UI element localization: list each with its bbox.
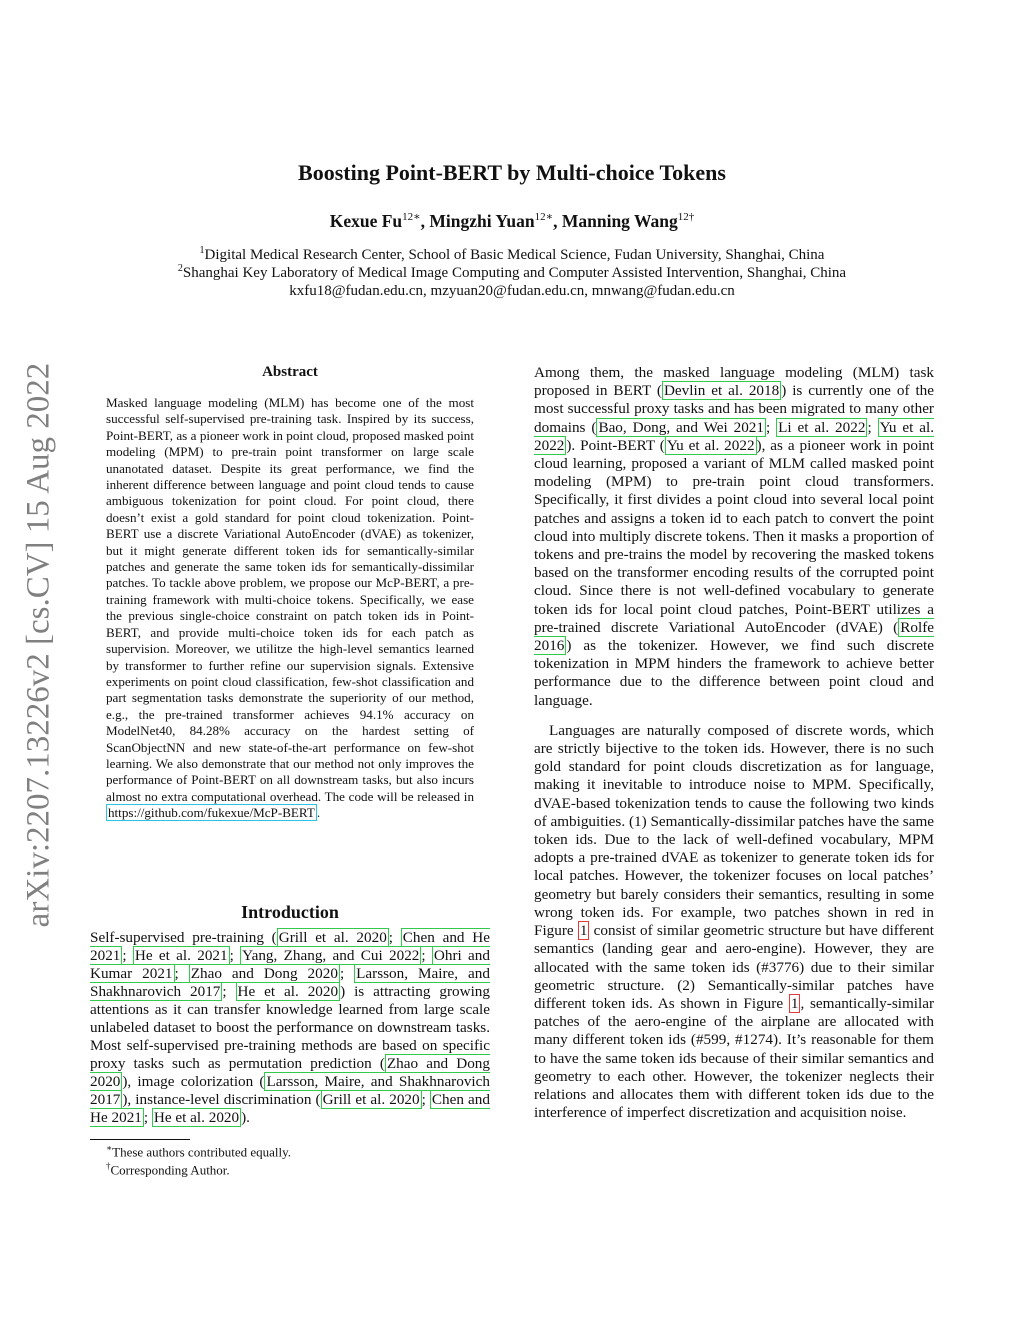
paper-title: Boosting Point-BERT by Multi-choice Tokens <box>298 160 726 185</box>
citation-link[interactable]: He et al. 2020 <box>237 983 339 1001</box>
right-column <box>534 364 934 1122</box>
body-text: , semantically-similar patches of the aero-engine of the airplane are allocated with many different token ids (#599, #1274). It’s reasonable for them to have the same token ids because of their similar semantics and geometry to each other. However, the tokenizer neglects their relations and allocates them with different token ids due to the interference of imperfect discretization and acquisition noise. <box>534 994 934 1122</box>
separator-text: ; <box>339 965 355 983</box>
body-text: ) is currently one of the most successful proxy tasks and has been migrated to many other domains ( <box>534 382 934 436</box>
introduction-paragraph <box>90 929 490 1128</box>
body-paragraph <box>534 722 934 1122</box>
separator-text: ; <box>421 1091 430 1109</box>
citation-link[interactable]: Chen and He 2021 <box>90 1091 490 1127</box>
separator-text: ; <box>421 947 432 965</box>
author-name: Manning Wang <box>561 210 678 231</box>
author-marks: 12∗ <box>534 211 554 223</box>
author-marks: 12† <box>677 211 695 223</box>
separator-text: ; <box>122 947 133 965</box>
body-text: ), instance-level discrimination ( <box>122 1091 321 1109</box>
separator-text: ; <box>388 929 401 946</box>
separator-text: ; <box>174 965 189 983</box>
abstract-body: Masked language modeling (MLM) has become one of the most successful self-supervised pre-training task. Inspired by its success, Point-BERT, as a pioneer work in point cloud, proposed masked point modeling (MPM) to pre-train point transformer on large scale unanotated dataset. Despite its great performance, we find the inherent difference between language and point cloud tends to cause ambiguous tokenization for point cloud. For point cloud, there doesn’t exist a gold standard for point cloud tokenization. Point-BERT use a discrete Variational AutoEncoder (dVAE) as tokenizer, but it might generate different token ids for semantically-similar patches and generate the same token ids for semantically-dissimilar patches. To tackle above problem, we propose our McP-BERT, a pre-training framework with multi-choice tokens. Specifically, we ease the previous single-choice constraint on patch token ids in Point-BERT, and provide multi-choice token ids for each patch as supervision. Moreover, we utilitze the high-level semantics learned by transformer to further refine our supervision signals. Extensive experiments on point cloud classification, few-shot classification and part segmentation tasks demonstrate the superiority of our method, e.g., the pre-trained transformer achieves 94.1% accuracy on ModelNet40, 84.28% accuracy on the hardest setting of ScanObjectNN and new state-of-the-art performance on few-shot learning. We also demonstrate that our method not only improves the performance of Point-BERT on all downstream tasks, but also incurs almost no extra computational overhead. The code will be released in https://github.com/fukexue/McP-BERT . <box>106 395 474 821</box>
body-text: consist of similar geometric structure but have different semantics (landing gear and aero-engine). However, they are allocated with the same token ids (#3776) due to their similar geometric structure. (2) Semantically-similar patches have different token ids. As shown in Figure <box>534 922 934 1012</box>
body-text: Self-supervised pre-training ( <box>90 929 277 946</box>
code-link[interactable]: https://github.com/fukexue/McP-BERT <box>108 805 315 821</box>
separator-text: ; <box>143 1109 152 1127</box>
affiliation-2: $^2$Shanghai Key Laboratory of Medical Image Computing and Computer Assisted Intervention, Shanghai, China <box>177 263 847 281</box>
citation-link[interactable]: Grill et al. 2020 <box>322 1091 420 1109</box>
author-emails: kxfu18@fudan.edu.cn, mzyuan20@fudan.edu.cn, mnwang@fudan.edu.cn <box>289 283 735 299</box>
body-text: ). <box>241 1109 250 1127</box>
abstract-heading: Abstract <box>262 364 318 380</box>
arxiv-sidebar <box>14 345 64 945</box>
author-marks: 12∗ <box>402 211 421 223</box>
citation-link[interactable]: Zhao and Dong 2020 <box>90 1055 490 1091</box>
citation-link[interactable]: Yu et al. 2022 <box>666 436 755 454</box>
citation-link[interactable]: Yu et al. 2022 <box>534 418 934 454</box>
arxiv-id: arXiv:2207.13226v2 [cs.CV] 15 Aug 2022 <box>20 362 57 928</box>
citation-link[interactable]: Bao, Dong, and Wei 2021 <box>598 418 764 436</box>
body-text: ) as the tokenizer. However, we find such discrete tokenization in MPM hinders the framework to achieve better performance due to the difference between point cloud and language. <box>534 637 934 709</box>
footnote-2: †Corresponding Author. <box>106 1161 230 1178</box>
citation-link[interactable]: He et al. 2021 <box>134 947 228 965</box>
body-text: Languages are naturally composed of discrete words, which are strictly bijective to the token ids. However, there is no such gold standard for point clouds discretization as for language, making it inevitable to introduce noise to MPM. Specifically, dVAE-based tokenization tends to cause the following two kinds of ambiguities. (1) Semantically-dissimilar patches have the same token ids. Due to the lack of well-defined vocabulary, MPM adopts a pre-trained dVAE as tokenizer to generate token ids for local patches. However, the tokenizer focuses on local patches’ geometry but barely considers their semantics, resulting in some wrong token ids. For example, two patches shown in red in Figure <box>534 721 934 940</box>
citation-link[interactable]: Rolfe 2016 <box>534 618 934 655</box>
citation-link[interactable]: He et al. 2020 <box>153 1109 240 1127</box>
separator-text: ; <box>229 947 241 965</box>
body-text: ) is attracting growing attentions as it can transfer knowledge learned from large scale unlabeled dataset to boost the performance on downstream tasks. Most self-supervised pre-training methods are based on specific proxy tasks such as permutation prediction ( <box>90 983 490 1073</box>
citation-link[interactable]: Ohri and Kumar 2021 <box>90 947 490 983</box>
citation-link[interactable]: Grill et al. 2020 <box>278 929 387 946</box>
body-text: ). Point-BERT ( <box>566 436 665 454</box>
citation-link[interactable]: Li et al. 2022 <box>778 418 866 436</box>
body-text: ), image colorization ( <box>122 1073 265 1091</box>
citation-link[interactable]: Zhao and Dong 2020 <box>190 965 338 983</box>
body-text: ), as a pioneer work in point cloud learning, proposed a variant of MLM called masked point modeling (MPM) to pre-train point cloud transformers. Specifically, it first divides a point cloud into several local point patches and assigns a token id to each patch to convert the point cloud into multiply discrete tokens. Then it masks a proportion of tokens and pre-trains the model by recovering the masked tokens based on the transformer encoding results of the corrupted point cloud. Since there is not well-defined vocabulary to generate token ids for local point cloud patches, Point-BERT utilizes a pre-trained discrete Variational AutoEncoder (dVAE) ( <box>534 436 934 636</box>
affiliation-1: $^1$Digital Medical Research Center, School of Basic Medical Science, Fudan University, Shanghai, China <box>199 245 825 263</box>
footnote-rule <box>90 1139 190 1140</box>
citation-link[interactable]: Larsson, Maire, and Shakhnarovich 2017 <box>90 1073 490 1109</box>
author-name: Mingzhi Yuan <box>429 210 535 231</box>
citation-link[interactable]: Yang, Zhang, and Cui 2022 <box>242 947 420 965</box>
citation-link[interactable]: Devlin et al. 2018 <box>663 382 780 400</box>
separator-text: ; <box>765 418 777 436</box>
author-list: Kexue $Fu^{12∗}$, Mingzhi Yuan$^{12∗}$, Manning Wang$^{12\dagger}$ <box>329 210 695 231</box>
introduction-heading: Introduction <box>241 902 339 922</box>
separator-text: ; <box>222 983 236 1001</box>
figure-reference[interactable]: 1 <box>790 994 799 1012</box>
citation-link[interactable]: Chen and He 2021 <box>90 929 490 965</box>
separator-text: ; <box>867 418 878 436</box>
body-text: Among them, the masked language modeling (MLM) task proposed in BERT ( <box>534 364 934 400</box>
figure-reference[interactable]: 1 <box>579 922 588 940</box>
body-paragraph <box>534 364 934 710</box>
author-name: Kexue Fu <box>329 210 403 231</box>
footnote-1: ∗These authors contributed equally. <box>106 1143 292 1160</box>
citation-link[interactable]: Larsson, Maire, and Shakhnarovich 2017 <box>90 965 490 1001</box>
